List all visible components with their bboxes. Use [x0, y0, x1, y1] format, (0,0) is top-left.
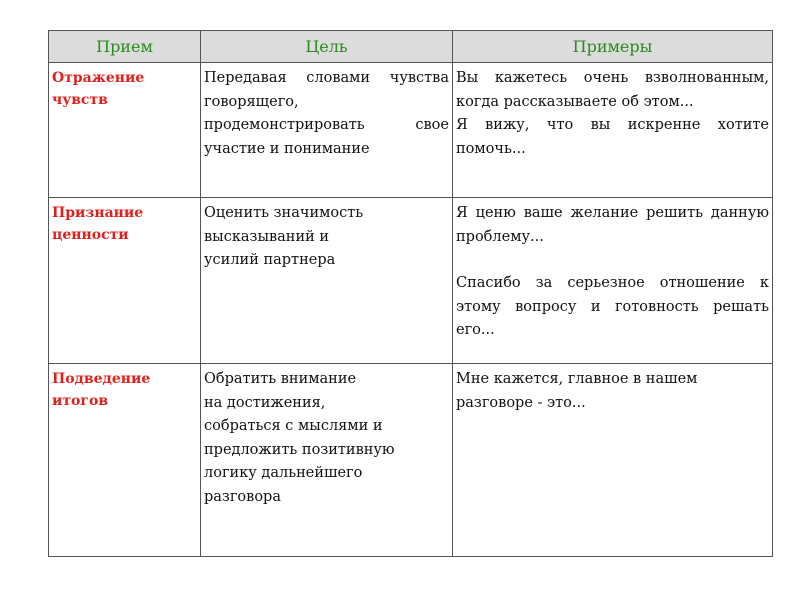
method-label: итогов	[52, 393, 109, 409]
goal-line: Оценить значимость	[204, 205, 364, 221]
goal-line: разговора	[204, 488, 281, 505]
examples-cell	[453, 198, 773, 364]
goal-text: Передавая словами чувства говорящего, продемонстрировать свое участие и понимание	[204, 70, 449, 157]
goal-line: Обратить внимание	[204, 371, 357, 387]
goal-line: на достижения,	[204, 394, 326, 411]
example-text: Вы кажетесь очень взволнованным, когда рассказываете об этом...	[456, 70, 769, 110]
table-row	[49, 63, 773, 198]
goal-line: собраться с мыслями и	[204, 418, 383, 434]
communication-methods-table	[48, 30, 773, 557]
table-row	[49, 198, 773, 364]
example-text: Я ценю ваше желание решить данную проблему...	[456, 205, 769, 245]
goal-cell	[201, 198, 453, 364]
goal-cell	[201, 63, 453, 198]
method-label: Отражение	[52, 70, 145, 86]
examples-cell	[453, 63, 773, 198]
header-method: Прием	[49, 31, 201, 63]
method-cell	[49, 198, 201, 364]
method-label: Признание	[52, 205, 144, 221]
goal-line: усилий партнера	[204, 252, 336, 268]
header-row	[49, 31, 773, 63]
header-goal: Цель	[201, 31, 453, 63]
goal-line: предложить позитивную	[204, 441, 395, 458]
goal-line: высказываний и	[204, 228, 330, 245]
method-cell	[49, 364, 201, 557]
example-text: Спасибо за серьезное отношение к этому вопросу и готовность решать его...	[456, 275, 769, 338]
example-text: Мне кажется, главное в нашем разговоре - это...	[456, 371, 698, 411]
header-examples: Примеры	[453, 31, 773, 63]
method-cell	[49, 63, 201, 198]
table-row	[49, 364, 773, 557]
method-label: Подведение	[52, 371, 151, 387]
examples-cell	[453, 364, 773, 557]
goal-cell	[201, 364, 453, 557]
goal-line: логику дальнейшего	[204, 465, 363, 481]
paragraph-spacer	[456, 249, 769, 272]
example-text: Я вижу, что вы искренне хотите помочь...	[456, 117, 769, 157]
method-label: ценности	[52, 227, 129, 243]
method-label: чувств	[52, 92, 108, 108]
